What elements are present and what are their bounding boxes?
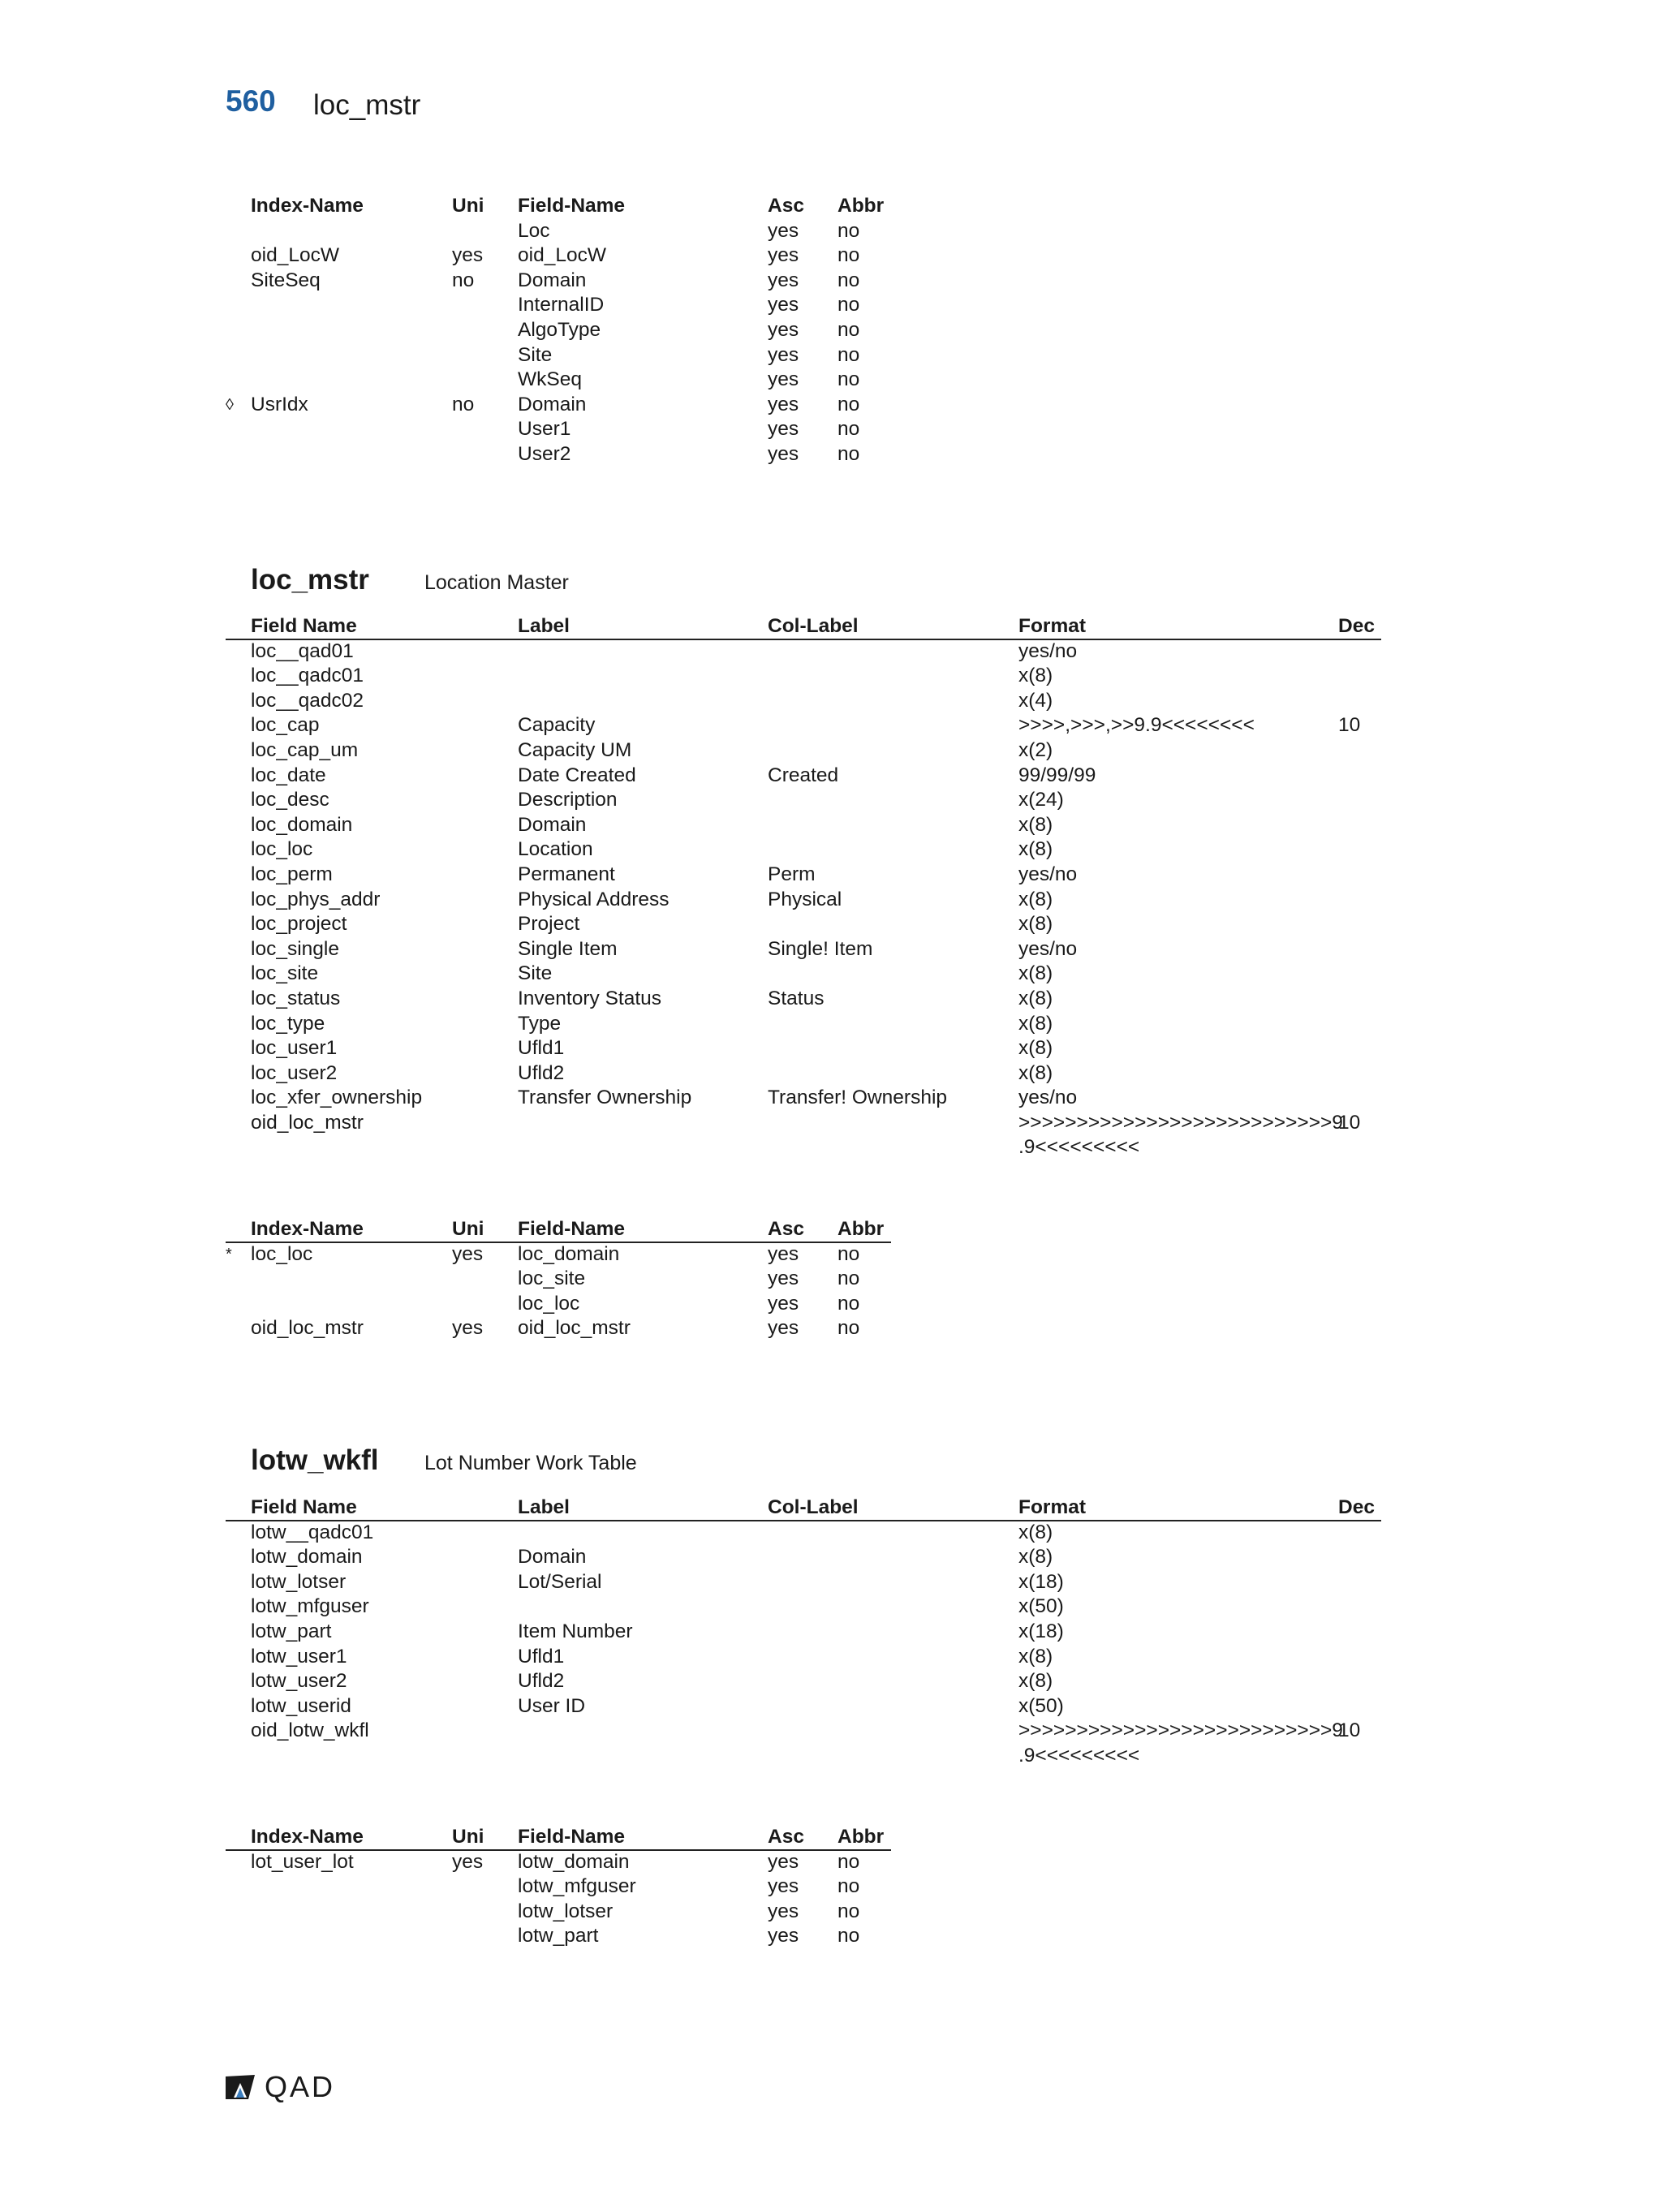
logo-text: QAD bbox=[265, 2070, 336, 2103]
abbr-cell: no bbox=[837, 1317, 860, 1340]
field-name-cell: loc_type bbox=[251, 1012, 325, 1035]
format-cell: x(18) bbox=[1018, 1620, 1064, 1642]
abbr-cell: no bbox=[837, 343, 860, 366]
index-header-row bbox=[226, 194, 891, 219]
uni-cell: yes bbox=[452, 244, 484, 267]
field-name-cell: loc_user1 bbox=[251, 1037, 338, 1060]
field-name-cell: lotw_mfguser bbox=[518, 1875, 636, 1898]
label-cell: Location bbox=[518, 838, 593, 861]
loc-mstr-field-table bbox=[226, 614, 1381, 1160]
section-subtitle-loc-mstr: Location Master bbox=[424, 571, 569, 594]
format-cell: x(8) bbox=[1018, 888, 1053, 910]
field-row bbox=[226, 837, 1381, 863]
field-row bbox=[226, 664, 1381, 689]
field-name-cell: lotw_lotser bbox=[251, 1570, 347, 1593]
label-cell: Lot/Serial bbox=[518, 1570, 602, 1593]
abbr-cell: no bbox=[837, 442, 860, 465]
format-cell: x(8) bbox=[1018, 987, 1053, 1009]
asc-cell: yes bbox=[768, 244, 799, 267]
asc-cell: yes bbox=[768, 1875, 799, 1898]
field-name-cell: loc_loc bbox=[518, 1292, 580, 1315]
asc-header: Asc bbox=[768, 1218, 804, 1240]
format-cell: x(8) bbox=[1018, 962, 1053, 985]
format-cell: x(18) bbox=[1018, 1570, 1064, 1593]
label-cell: Capacity UM bbox=[518, 738, 632, 761]
abbr-cell: no bbox=[837, 1267, 860, 1290]
label-cell: Project bbox=[518, 913, 580, 936]
field-name-cell: oid_loc_mstr bbox=[518, 1317, 631, 1340]
field-header-row bbox=[226, 1495, 1381, 1521]
abbr-cell: no bbox=[837, 1925, 860, 1947]
field-row bbox=[226, 788, 1381, 813]
index-name-header: Index-Name bbox=[251, 195, 364, 217]
index-row bbox=[226, 318, 891, 343]
asc-cell: yes bbox=[768, 1292, 799, 1315]
index-marker: * bbox=[226, 1245, 232, 1263]
format-cell: x(4) bbox=[1018, 689, 1053, 712]
format-header: Format bbox=[1018, 1496, 1087, 1518]
label-cell: Inventory Status bbox=[518, 987, 662, 1009]
abbr-cell: no bbox=[837, 294, 860, 316]
format-cell: >>>>,>>>,>>9.9<<<<<<<< bbox=[1018, 714, 1255, 737]
format-cell: >>>>>>>>>>>>>>>>>>>>>>>>>>>9 bbox=[1018, 1719, 1343, 1742]
abbr-cell: no bbox=[837, 1900, 860, 1922]
label-header: Label bbox=[518, 1496, 570, 1518]
format-cell: yes/no bbox=[1018, 639, 1078, 662]
index-header-row bbox=[226, 1217, 891, 1242]
qad-logo bbox=[224, 2070, 335, 2104]
label-header: Label bbox=[518, 615, 570, 637]
label-cell: Date Created bbox=[518, 764, 636, 786]
index-row bbox=[226, 442, 891, 467]
field-row bbox=[226, 912, 1381, 937]
index-row bbox=[226, 269, 891, 294]
field-name-cell: lotw_part bbox=[518, 1925, 599, 1947]
format-cell: x(50) bbox=[1018, 1595, 1064, 1618]
label-cell: Physical Address bbox=[518, 888, 670, 910]
field-name-cell: WkSeq bbox=[518, 368, 582, 391]
field-header-row bbox=[226, 614, 1381, 639]
abbr-cell: no bbox=[837, 269, 860, 291]
abbr-header: Abbr bbox=[837, 195, 885, 217]
col-label-cell: Status bbox=[768, 987, 825, 1009]
field-name-cell: lotw_lotser bbox=[518, 1900, 614, 1922]
abbr-cell: no bbox=[837, 1850, 860, 1873]
field-name-cell: loc_cap_um bbox=[251, 738, 359, 761]
field-row bbox=[226, 1111, 1381, 1160]
abbr-header: Abbr bbox=[837, 1826, 885, 1848]
asc-cell: yes bbox=[768, 1317, 799, 1340]
index-name-header: Index-Name bbox=[251, 1826, 364, 1848]
format-cell: x(8) bbox=[1018, 1061, 1053, 1084]
label-cell: Description bbox=[518, 789, 618, 811]
label-cell: Ufld1 bbox=[518, 1037, 565, 1060]
asc-cell: yes bbox=[768, 1242, 799, 1265]
abbr-cell: no bbox=[837, 219, 860, 242]
format-cell: x(8) bbox=[1018, 813, 1053, 836]
field-row bbox=[226, 1594, 1381, 1620]
label-cell: Permanent bbox=[518, 863, 615, 885]
index-name-cell: oid_loc_mstr bbox=[251, 1317, 364, 1340]
asc-cell: yes bbox=[768, 393, 799, 415]
qad-logo-icon bbox=[224, 2073, 256, 2101]
index-name-cell: loc_loc bbox=[251, 1242, 313, 1265]
asc-cell: yes bbox=[768, 219, 799, 242]
label-cell: Transfer Ownership bbox=[518, 1087, 692, 1109]
asc-cell: yes bbox=[768, 269, 799, 291]
format-cell: x(50) bbox=[1018, 1694, 1064, 1717]
field-name-cell: loc__qad01 bbox=[251, 639, 354, 662]
index-row bbox=[226, 1316, 891, 1341]
field-name-cell: loc_domain bbox=[518, 1242, 620, 1265]
section-subtitle-lotw-wkfl: Lot Number Work Table bbox=[424, 1452, 637, 1474]
loc-mstr-index-table bbox=[226, 1217, 891, 1341]
field-name-cell: lotw_domain bbox=[518, 1850, 630, 1873]
label-cell: User ID bbox=[518, 1694, 586, 1717]
label-cell: Domain bbox=[518, 1546, 587, 1569]
col-label-header: Col-Label bbox=[768, 1496, 859, 1518]
field-name-cell: Domain bbox=[518, 269, 587, 291]
format-cell: yes/no bbox=[1018, 1087, 1078, 1109]
asc-header: Asc bbox=[768, 1826, 804, 1848]
format-cell: x(8) bbox=[1018, 665, 1053, 687]
field-name-cell: lotw__qadc01 bbox=[251, 1521, 374, 1543]
field-row bbox=[226, 1620, 1381, 1645]
asc-cell: yes bbox=[768, 1267, 799, 1290]
field-name-cell: oid_loc_mstr bbox=[251, 1111, 364, 1134]
format-cell: x(8) bbox=[1018, 1546, 1053, 1569]
field-name-cell: lotw_userid bbox=[251, 1694, 351, 1717]
field-name-cell: loc_domain bbox=[251, 813, 353, 836]
format-cell: 99/99/99 bbox=[1018, 764, 1096, 786]
index-name-cell: SiteSeq bbox=[251, 269, 321, 291]
uni-header: Uni bbox=[452, 1826, 484, 1848]
field-row bbox=[226, 1719, 1381, 1768]
field-name-cell: loc_status bbox=[251, 987, 341, 1009]
col-label-cell: Transfer! Ownership bbox=[768, 1087, 948, 1109]
section-title-lotw-wkfl: lotw_wkfl bbox=[251, 1444, 379, 1476]
field-name-header: Field-Name bbox=[518, 195, 626, 217]
field-row bbox=[226, 1521, 1381, 1546]
index-row bbox=[226, 1874, 891, 1900]
format-cell: x(24) bbox=[1018, 789, 1064, 811]
abbr-cell: no bbox=[837, 418, 860, 441]
field-row bbox=[226, 639, 1381, 665]
asc-cell: yes bbox=[768, 418, 799, 441]
asc-cell: yes bbox=[768, 294, 799, 316]
uni-cell: yes bbox=[452, 1850, 484, 1873]
field-row bbox=[226, 713, 1381, 738]
label-cell: Ufld2 bbox=[518, 1061, 565, 1084]
label-cell: Ufld2 bbox=[518, 1670, 565, 1693]
index-row bbox=[226, 1850, 891, 1875]
uni-cell: yes bbox=[452, 1317, 484, 1340]
field-row bbox=[226, 863, 1381, 888]
format-cell: x(8) bbox=[1018, 913, 1053, 936]
field-name-cell: lotw_mfguser bbox=[251, 1595, 369, 1618]
dec-header: Dec bbox=[1338, 615, 1375, 637]
field-row bbox=[226, 764, 1381, 789]
asc-header: Asc bbox=[768, 195, 804, 217]
format-cell: x(8) bbox=[1018, 1670, 1053, 1693]
index-row bbox=[226, 243, 891, 269]
uni-cell: no bbox=[452, 269, 475, 291]
asc-cell: yes bbox=[768, 318, 799, 341]
format-cell: x(8) bbox=[1018, 1521, 1053, 1543]
index-name-cell: UsrIdx bbox=[251, 393, 308, 415]
field-row bbox=[226, 1036, 1381, 1061]
index-row bbox=[226, 293, 891, 318]
field-name-cell: Domain bbox=[518, 393, 587, 415]
abbr-cell: no bbox=[837, 1292, 860, 1315]
col-label-cell: Perm bbox=[768, 863, 816, 885]
field-name-cell: lotw_domain bbox=[251, 1546, 363, 1569]
col-label-header: Col-Label bbox=[768, 615, 859, 637]
field-name-cell: lotw_part bbox=[251, 1620, 332, 1642]
uni-header: Uni bbox=[452, 195, 484, 217]
top-index-table bbox=[226, 194, 891, 467]
index-row bbox=[226, 1292, 891, 1317]
field-name-cell: loc_date bbox=[251, 764, 326, 786]
abbr-cell: no bbox=[837, 244, 860, 267]
field-name-cell: loc_project bbox=[251, 913, 347, 936]
format-cell: yes/no bbox=[1018, 863, 1078, 885]
field-name-cell: lotw_user2 bbox=[251, 1670, 347, 1693]
field-row bbox=[226, 987, 1381, 1012]
dec-cell: 10 bbox=[1338, 1719, 1361, 1742]
format-cell: x(8) bbox=[1018, 1012, 1053, 1035]
label-cell: Capacity bbox=[518, 714, 596, 737]
dec-cell: 10 bbox=[1338, 1111, 1361, 1134]
format-cell-continued: .9<<<<<<<<< bbox=[1018, 1136, 1140, 1159]
col-label-cell: Single! Item bbox=[768, 937, 873, 960]
field-row bbox=[226, 1012, 1381, 1037]
index-row bbox=[226, 368, 891, 393]
label-cell: Domain bbox=[518, 813, 587, 836]
index-header-row bbox=[226, 1825, 891, 1850]
field-row bbox=[226, 1694, 1381, 1719]
index-row bbox=[226, 219, 891, 244]
field-name-cell: loc_desc bbox=[251, 789, 329, 811]
format-cell: x(8) bbox=[1018, 1037, 1053, 1060]
field-name-cell: oid_LocW bbox=[518, 244, 606, 267]
field-row bbox=[226, 689, 1381, 714]
format-cell-continued: .9<<<<<<<<< bbox=[1018, 1744, 1140, 1767]
index-row bbox=[226, 1924, 891, 1949]
field-name-cell: loc_cap bbox=[251, 714, 320, 737]
asc-cell: yes bbox=[768, 1925, 799, 1947]
field-name-cell: oid_lotw_wkfl bbox=[251, 1719, 369, 1742]
abbr-header: Abbr bbox=[837, 1218, 885, 1240]
label-cell: Item Number bbox=[518, 1620, 633, 1642]
lotw-wkfl-index-table bbox=[226, 1825, 891, 1949]
field-name-cell: loc_single bbox=[251, 937, 339, 960]
asc-cell: yes bbox=[768, 368, 799, 391]
field-name-cell: loc__qadc01 bbox=[251, 665, 364, 687]
field-name-cell: loc__qadc02 bbox=[251, 689, 364, 712]
field-name-header: Field Name bbox=[251, 615, 357, 637]
field-row bbox=[226, 813, 1381, 838]
uni-header: Uni bbox=[452, 1218, 484, 1240]
dec-cell: 10 bbox=[1338, 714, 1361, 737]
section-title-loc-mstr: loc_mstr bbox=[251, 564, 369, 596]
field-row bbox=[226, 937, 1381, 962]
page-number: 560 bbox=[226, 84, 276, 118]
dec-header: Dec bbox=[1338, 1496, 1375, 1518]
field-row bbox=[226, 1545, 1381, 1570]
field-name-cell: AlgoType bbox=[518, 318, 601, 341]
field-name-cell: loc_user2 bbox=[251, 1061, 338, 1084]
format-cell: >>>>>>>>>>>>>>>>>>>>>>>>>>>9 bbox=[1018, 1111, 1343, 1134]
index-row bbox=[226, 1242, 891, 1267]
asc-cell: yes bbox=[768, 1850, 799, 1873]
field-name-cell: loc_xfer_ownership bbox=[251, 1087, 423, 1109]
index-row bbox=[226, 393, 891, 418]
field-name-cell: Loc bbox=[518, 219, 550, 242]
page-title: loc_mstr bbox=[313, 89, 421, 121]
field-name-cell: lotw_user1 bbox=[251, 1645, 347, 1668]
field-row bbox=[226, 1086, 1381, 1111]
field-row bbox=[226, 962, 1381, 987]
label-cell: Single Item bbox=[518, 937, 618, 960]
format-cell: x(8) bbox=[1018, 1645, 1053, 1668]
uni-cell: no bbox=[452, 393, 475, 415]
label-cell: Site bbox=[518, 962, 553, 985]
index-name-cell: lot_user_lot bbox=[251, 1850, 354, 1873]
col-label-cell: Created bbox=[768, 764, 839, 786]
field-name-header: Field Name bbox=[251, 1496, 357, 1518]
field-row bbox=[226, 1061, 1381, 1087]
asc-cell: yes bbox=[768, 442, 799, 465]
field-name-cell: loc_phys_addr bbox=[251, 888, 381, 910]
index-row bbox=[226, 343, 891, 368]
field-name-cell: loc_site bbox=[251, 962, 319, 985]
label-cell: Ufld1 bbox=[518, 1645, 565, 1668]
format-cell: x(2) bbox=[1018, 738, 1053, 761]
format-header: Format bbox=[1018, 615, 1087, 637]
abbr-cell: no bbox=[837, 318, 860, 341]
index-marker: ◊ bbox=[226, 395, 234, 414]
asc-cell: yes bbox=[768, 1900, 799, 1922]
field-row bbox=[226, 1669, 1381, 1694]
index-name-cell: oid_LocW bbox=[251, 244, 339, 267]
field-name-cell: loc_perm bbox=[251, 863, 333, 885]
field-name-cell: loc_site bbox=[518, 1267, 586, 1290]
index-row bbox=[226, 1900, 891, 1925]
abbr-cell: no bbox=[837, 368, 860, 391]
field-name-cell: InternalID bbox=[518, 294, 605, 316]
format-cell: yes/no bbox=[1018, 937, 1078, 960]
field-row bbox=[226, 738, 1381, 764]
col-label-cell: Physical bbox=[768, 888, 842, 910]
abbr-cell: no bbox=[837, 1875, 860, 1898]
field-name-cell: User1 bbox=[518, 418, 571, 441]
index-name-header: Index-Name bbox=[251, 1218, 364, 1240]
label-cell: Type bbox=[518, 1012, 562, 1035]
field-name-cell: User2 bbox=[518, 442, 571, 465]
format-cell: x(8) bbox=[1018, 838, 1053, 861]
field-name-cell: Site bbox=[518, 343, 553, 366]
abbr-cell: no bbox=[837, 1242, 860, 1265]
asc-cell: yes bbox=[768, 343, 799, 366]
index-row bbox=[226, 1267, 891, 1292]
uni-cell: yes bbox=[452, 1242, 484, 1265]
field-row bbox=[226, 1645, 1381, 1670]
field-row bbox=[226, 888, 1381, 913]
lotw-wkfl-field-table bbox=[226, 1495, 1381, 1769]
field-name-header: Field-Name bbox=[518, 1826, 626, 1848]
index-row bbox=[226, 417, 891, 442]
abbr-cell: no bbox=[837, 393, 860, 415]
field-name-header: Field-Name bbox=[518, 1218, 626, 1240]
field-name-cell: loc_loc bbox=[251, 838, 313, 861]
field-row bbox=[226, 1570, 1381, 1595]
